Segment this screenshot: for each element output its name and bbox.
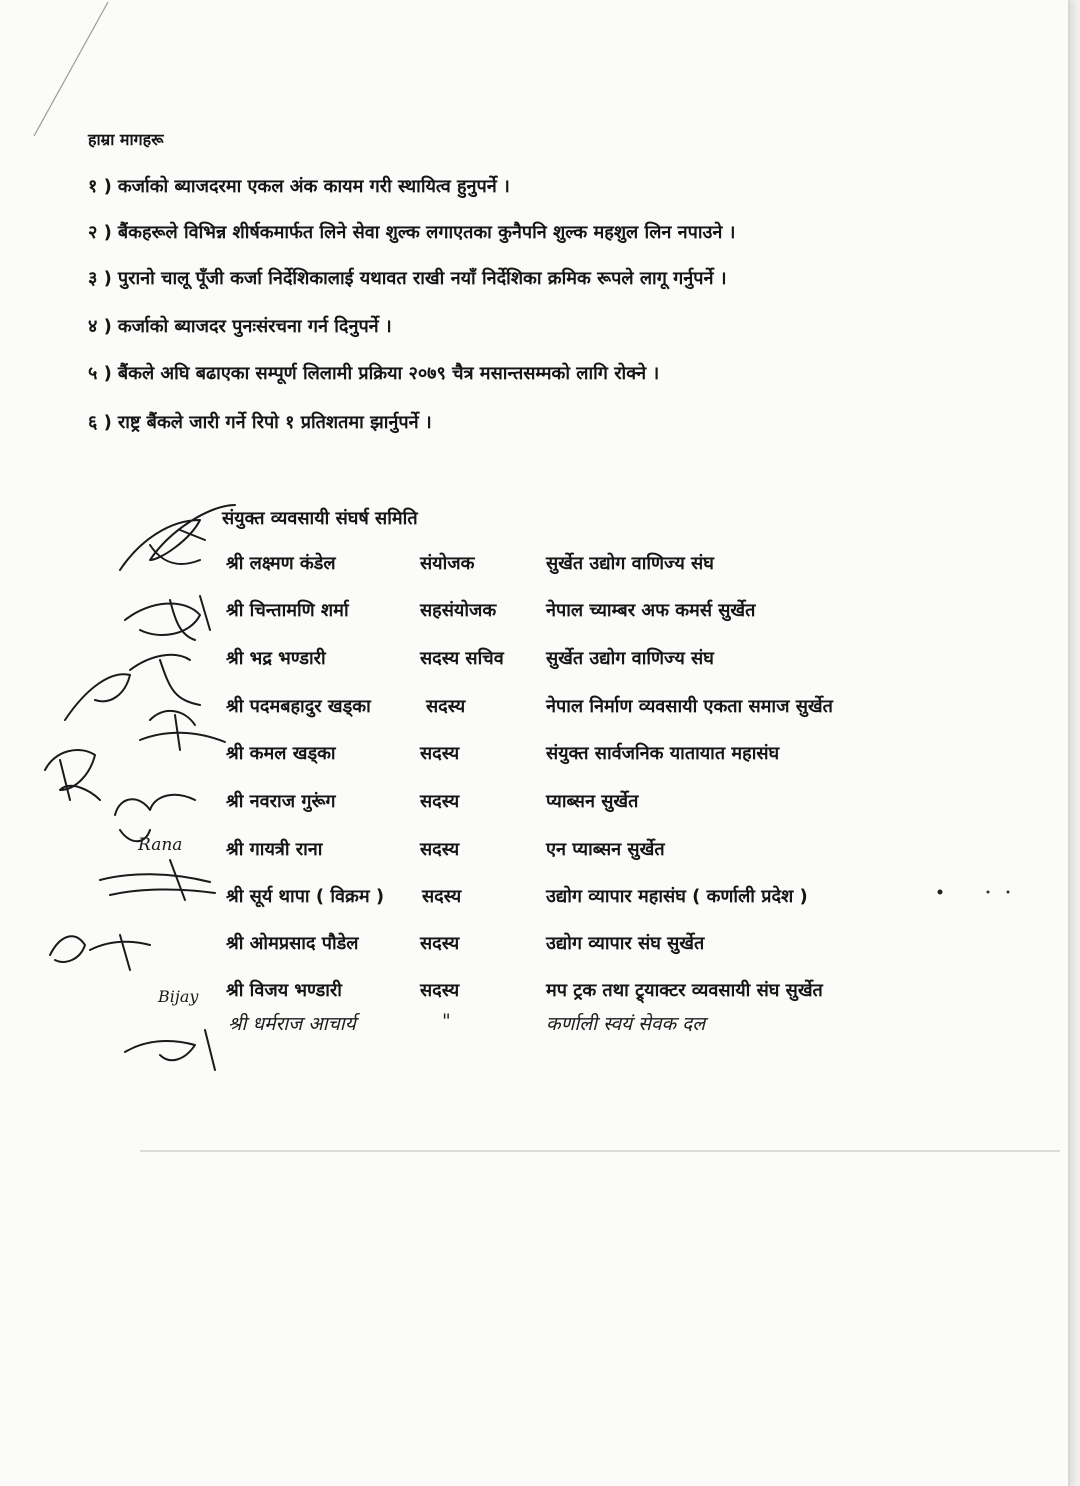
- member-role: सदस्य: [422, 886, 462, 907]
- member-organization: उद्योग व्यापार महासंघ ( कर्णाली प्रदेश ): [546, 886, 808, 907]
- member-row: [226, 837, 926, 867]
- demand-text: राष्ट्र बैंकले जारी गर्ने रिपो १ प्रतिशतमा झार्नुपर्ने ।: [117, 412, 432, 433]
- signature-8: [50, 935, 150, 970]
- member-row: [226, 598, 926, 628]
- signature-3: [65, 655, 200, 720]
- member-role: सदस्य: [420, 980, 460, 1001]
- member-organization: उद्योग व्यापार संघ सुर्खेत: [546, 933, 705, 954]
- member-role: सदस्य: [420, 839, 460, 860]
- member-row: [226, 646, 926, 676]
- member-row: [226, 884, 926, 914]
- signature-rana-label: Rana: [138, 835, 183, 855]
- handwritten-ditto-mark: ": [442, 1010, 451, 1032]
- member-name: श्री नवराज गुरूंग: [226, 791, 336, 812]
- member-role: सहसंयोजक: [420, 600, 497, 621]
- demand-number: ३ ): [88, 268, 112, 289]
- member-role: सदस्य: [426, 696, 466, 717]
- demand-number: २ ): [88, 222, 112, 243]
- member-name: श्री भद्र भण्डारी: [226, 648, 326, 669]
- member-organization: प्याब्सन सुर्खेत: [546, 791, 639, 812]
- member-role: सदस्य: [420, 743, 460, 764]
- member-role: संयोजक: [420, 553, 475, 574]
- member-organization: संयुक्त सार्वजनिक यातायात महासंघ: [546, 743, 780, 764]
- demand-text: पुरानो चालू पूँजी कर्जा निर्देशिकालाई यथावत राखी नयाँ निर्देशिका क्रमिक रूपले लागू गर्नुपर्ने ।: [117, 268, 727, 289]
- signature-9: [125, 1030, 215, 1070]
- member-row: [226, 931, 926, 961]
- signature-bijay-label: Bijay: [158, 987, 199, 1006]
- signature-2: [125, 596, 210, 640]
- committee-title: संयुक्त व्यवसायी संघर्ष समिति: [222, 508, 418, 529]
- member-organization: सुर्खेत उद्योग वाणिज्य संघ: [546, 553, 714, 574]
- demand-item: [88, 220, 735, 244]
- member-name: श्री कमल खड्का: [226, 743, 336, 764]
- member-organization: नेपाल च्याम्बर अफ कमर्स सुर्खेत: [546, 600, 756, 621]
- demand-number: १ ): [88, 176, 112, 197]
- demand-item: [88, 314, 392, 338]
- member-organization: एन प्याब्सन सुर्खेत: [546, 839, 665, 860]
- demand-text: बैंकले अघि बढाएका सम्पूर्ण लिलामी प्रक्रिया २०७९ चैत्र मसान्तसम्मको लागि रोक्ने ।: [117, 363, 660, 384]
- handwritten-member-name: श्री धर्मराज आचार्य: [228, 1013, 356, 1035]
- member-role: सदस्य: [420, 791, 460, 812]
- member-name: श्री सूर्य थापा ( विक्रम ): [226, 886, 385, 907]
- member-row: [226, 789, 926, 819]
- scan-artifact-dots: [930, 880, 1030, 904]
- member-name: श्री गायत्री राना: [226, 839, 323, 860]
- demands-heading: हाम्रा मागहरू: [88, 130, 164, 149]
- demand-text: बैंकहरूले विभिन्न शीर्षकमार्फत लिने सेवा शुल्क लगाएतका कुनैपनि शुल्क महशुल लिन नपाउने ।: [117, 222, 736, 243]
- handwritten-member-organization: कर्णाली स्वयं सेवक दल: [546, 1013, 706, 1035]
- demand-text: कर्जाको ब्याजदर पुनःसंरचना गर्न दिनुपर्ने ।: [117, 316, 392, 337]
- demand-item: [88, 266, 727, 290]
- signature-1: [120, 505, 235, 570]
- member-row: [226, 978, 926, 1008]
- scan-artifact-line-bottom: [140, 1148, 1060, 1154]
- demand-text: कर्जाको ब्याजदरमा एकल अंक कायम गरी स्थायित्व हुनुपर्ने ।: [117, 176, 510, 197]
- member-name: श्री लक्ष्मण कंडेल: [226, 553, 336, 574]
- member-row: [226, 694, 926, 724]
- member-name: श्री विजय भण्डारी: [226, 980, 342, 1001]
- demand-number: ६ ): [88, 412, 112, 433]
- member-row: [226, 551, 926, 581]
- member-role: सदस्य: [420, 933, 460, 954]
- demand-item: [88, 410, 432, 434]
- signature-5: [45, 750, 100, 800]
- member-name: श्री पदमबहादुर खड्का: [226, 696, 371, 717]
- signature-6: [115, 795, 195, 841]
- member-row: [226, 741, 926, 771]
- member-organization: सुर्खेत उद्योग वाणिज्य संघ: [546, 648, 714, 669]
- member-organization: नेपाल निर्माण व्यवसायी एकता समाज सुर्खेत: [546, 696, 833, 717]
- member-organization: मप ट्रक तथा ट्र्याक्टर व्यवसायी संघ सुर्खेत: [546, 980, 823, 1001]
- signature-4: [140, 711, 225, 750]
- demand-item: [88, 174, 510, 198]
- member-name: श्री ओमप्रसाद पौडेल: [226, 933, 359, 954]
- signature-7: [100, 860, 215, 900]
- scan-artifact-line: [30, 0, 110, 140]
- demand-number: ४ ): [88, 316, 112, 337]
- demand-number: ५ ): [88, 363, 112, 384]
- member-role: सदस्य सचिव: [420, 648, 504, 669]
- handwritten-member-row: [228, 1010, 848, 1044]
- demand-item: [88, 361, 659, 385]
- member-name: श्री चिन्तामणि शर्मा: [226, 600, 349, 621]
